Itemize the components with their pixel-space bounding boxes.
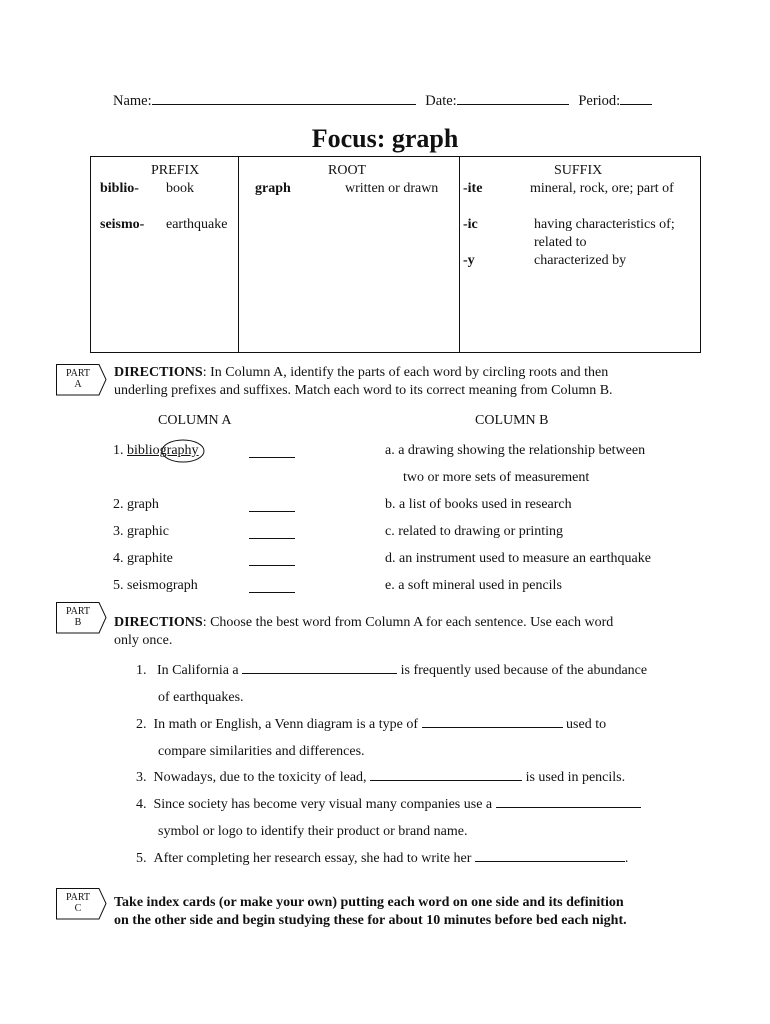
part-b-directions — [114, 615, 613, 631]
name-label: Name: — [113, 93, 152, 109]
item-letter: a. — [385, 443, 395, 458]
suffix-header: SUFFIX — [554, 163, 603, 178]
definition-text: a drawing showing the relationship between — [398, 443, 646, 458]
tag-label: C — [74, 903, 82, 914]
part-c-instructions: Take index cards (or make your own) putting each word on one side and its definition — [114, 895, 624, 910]
item-number: 1. — [113, 443, 124, 458]
list-item — [385, 524, 563, 540]
list-item — [385, 497, 572, 513]
sentence-text: Nowadays, due to the toxicity of lead, — [153, 770, 371, 785]
item-number: 3. — [136, 770, 147, 785]
definition-text-cont: two or more sets of measurement — [403, 470, 590, 485]
sentence-text: Since society has become very visual many companies use a — [153, 797, 496, 812]
prefix-part: biblio- — [100, 181, 139, 196]
sentence-text: used to — [562, 717, 607, 732]
directions-text: : In Column A, identify the parts of each word by circling roots and then — [202, 365, 609, 380]
word-bibliography — [127, 443, 199, 458]
sentence-item — [136, 797, 641, 813]
sentence-item — [136, 770, 625, 786]
list-item — [113, 578, 198, 594]
item-number: 5. — [113, 578, 124, 593]
list-item — [385, 443, 645, 459]
date-label: Date: — [425, 93, 457, 109]
list-item — [113, 497, 159, 513]
word-parts-table — [90, 156, 701, 353]
item-number: 4. — [136, 797, 147, 812]
directions-label: DIRECTIONS — [114, 615, 203, 630]
answer-blank[interactable] — [249, 549, 295, 566]
suffix-meaning: related to — [534, 235, 587, 250]
sentence-text-cont: compare similarities and differences. — [158, 744, 365, 759]
sentence-item — [136, 717, 606, 733]
part-b-tag — [56, 602, 106, 632]
sentence-text: In California a — [157, 663, 243, 678]
item-number: 2. — [113, 497, 124, 512]
column-a-header: COLUMN A — [158, 413, 232, 428]
root-header: ROOT — [328, 163, 367, 178]
definition-text: an instrument used to measure an earthquake — [399, 551, 651, 566]
list-item — [113, 551, 173, 567]
prefix-meaning: earthquake — [166, 217, 228, 232]
directions-text: : Choose the best word from Column A for each sentence. Use each word — [202, 615, 614, 630]
item-number: 3. — [113, 524, 124, 539]
name-field[interactable] — [152, 104, 416, 105]
prefix-meaning: book — [166, 181, 194, 196]
sentence-blank[interactable] — [242, 673, 397, 674]
root-part: graph — [255, 181, 291, 196]
definition-text: a soft mineral used in pencils — [398, 578, 562, 593]
sentence-text: In math or English, a Venn diagram is a type of — [153, 717, 422, 732]
answer-blank[interactable] — [249, 495, 295, 512]
word-text: seismograph — [127, 578, 198, 593]
prefix-header: PREFIX — [151, 163, 200, 178]
root-circle-mark — [160, 439, 206, 465]
part-a-directions — [114, 365, 608, 381]
table-divider — [238, 157, 239, 352]
answer-blank[interactable] — [249, 522, 295, 539]
suffix-part: -ite — [463, 181, 483, 196]
item-letter: d. — [385, 551, 396, 566]
sentence-item — [136, 851, 628, 867]
part-b-directions-line2: only once. — [114, 633, 173, 648]
tag-label: PART — [65, 368, 91, 379]
page-title: Focus: graph — [311, 124, 459, 153]
root-meaning: written or drawn — [345, 181, 439, 196]
sentence-text: . — [624, 851, 629, 866]
word-text: graph — [127, 497, 159, 512]
answer-blank[interactable] — [249, 576, 295, 593]
item-number: 4. — [113, 551, 124, 566]
list-item — [385, 578, 562, 594]
word-text: bibliography — [127, 443, 199, 458]
tag-label: PART — [65, 892, 91, 903]
sentence-text: is used in pencils. — [522, 770, 626, 785]
sentence-blank[interactable] — [475, 861, 625, 862]
item-letter: c. — [385, 524, 395, 539]
suffix-meaning: characterized by — [534, 253, 627, 268]
sentence-text-cont: symbol or logo to identify their product or brand name. — [158, 824, 468, 839]
prefix-part: seismo- — [100, 217, 145, 232]
part-a-directions-line2: underling prefixes and suffixes. Match each word to its correct meaning from Column B. — [114, 383, 613, 398]
sentence-text: is frequently used because of the abundance — [397, 663, 648, 678]
definition-text: a list of books used in research — [399, 497, 572, 512]
part-c-instructions-line2: on the other side and begin studying these for about 10 minutes before bed each night. — [114, 913, 627, 928]
tag-label: B — [74, 617, 82, 628]
list-item — [113, 443, 199, 459]
suffix-part: -y — [463, 253, 475, 268]
suffix-part: -ic — [463, 217, 478, 232]
sentence-blank[interactable] — [496, 807, 641, 808]
column-b-header: COLUMN B — [475, 413, 549, 428]
date-field[interactable] — [457, 104, 569, 105]
word-text: graphite — [127, 551, 173, 566]
directions-label: DIRECTIONS — [114, 365, 203, 380]
item-letter: b. — [385, 497, 396, 512]
item-number: 2. — [136, 717, 147, 732]
word-text: graphic — [127, 524, 169, 539]
period-field[interactable] — [620, 104, 652, 105]
list-item — [113, 524, 169, 540]
sentence-text-cont: of earthquakes. — [158, 690, 244, 705]
definition-text: related to drawing or printing — [398, 524, 564, 539]
suffix-meaning: mineral, rock, ore; part of — [530, 181, 674, 196]
answer-blank[interactable] — [249, 441, 295, 458]
item-number: 5. — [136, 851, 147, 866]
item-letter: e. — [385, 578, 395, 593]
sentence-text: After completing her research essay, she had to write her — [153, 851, 475, 866]
table-divider — [459, 157, 460, 352]
sentence-blank[interactable] — [422, 727, 563, 728]
sentence-item — [136, 663, 647, 679]
list-item — [385, 551, 651, 567]
tag-label: A — [74, 379, 82, 390]
tag-label: PART — [65, 606, 91, 617]
item-number: 1. — [136, 663, 147, 678]
student-info-line — [113, 93, 652, 110]
suffix-meaning: having characteristics of; — [534, 217, 675, 232]
part-c-tag — [56, 888, 106, 918]
period-label: Period: — [578, 93, 621, 109]
part-a-tag — [56, 364, 106, 394]
sentence-blank[interactable] — [370, 780, 522, 781]
